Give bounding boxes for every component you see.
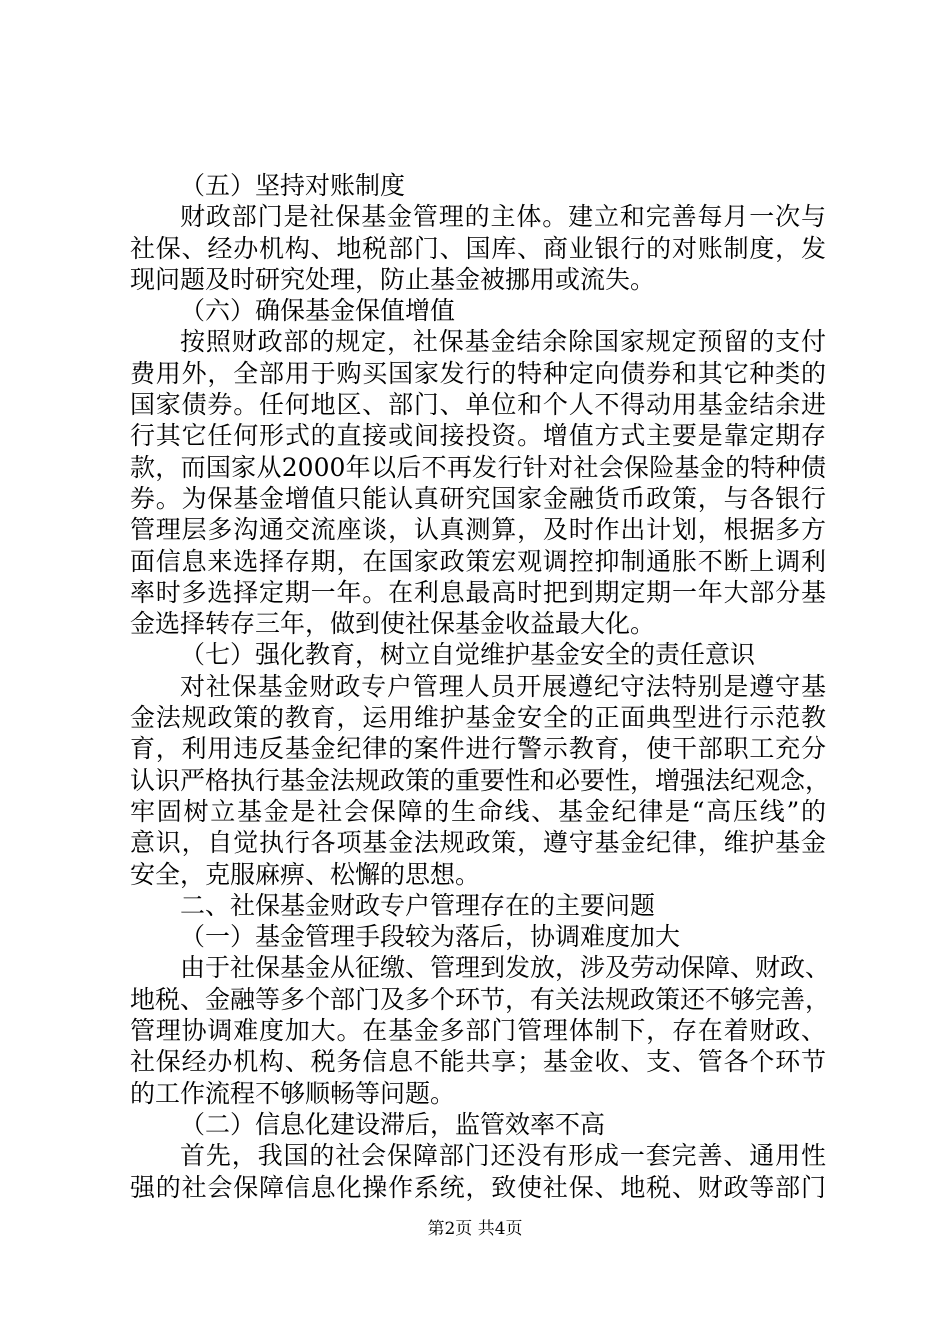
text-line: （一）基金管理手段较为落后，协调难度加大 — [180, 922, 681, 952]
text-line: 社保、经办机构、地税部门、国库、商业银行的对账制度，发 — [130, 233, 826, 263]
text-line: 款，而国家从2000年以后不再发行针对社会保险基金的特种债 — [130, 452, 826, 482]
text-line: 金法规政策的教育，运用维护基金安全的正面典型进行示范教 — [130, 703, 826, 733]
text-line: 地税、金融等多个部门及多个环节，有关法规政策还不够完善， — [130, 984, 831, 1014]
text-line: 由于社保基金从征缴、管理到发放，涉及劳动保障、财政、 — [180, 953, 831, 983]
text-line: 按照财政部的规定，社保基金结余除国家规定预留的支付 — [180, 327, 826, 357]
text-line: （七）强化教育，树立自觉维护基金安全的责任意识 — [180, 640, 756, 670]
text-line: 管理协调难度加大。在基金多部门管理体制下，存在着财政、 — [130, 1016, 826, 1046]
text-line: 认识严格执行基金法规政策的重要性和必要性，增强法纪观念， — [130, 765, 831, 795]
text-line: 券。为保基金增值只能认真研究国家金融货币政策，与各银行 — [130, 483, 826, 513]
text-line: 育，利用违反基金纪律的案件进行警示教育，使干部职工充分 — [130, 734, 826, 764]
text-line: 意识，自觉执行各项基金法规政策，遵守基金纪律，维护基金 — [130, 828, 826, 858]
text-line: 面信息来选择存期，在国家政策宏观调控抑制通胀不断上调利 — [130, 546, 826, 576]
document-body — [130, 170, 831, 1203]
text-line: （五）坚持对账制度 — [180, 171, 406, 200]
text-line: 对社保基金财政专户管理人员开展遵纪守法特别是遵守基 — [180, 671, 826, 701]
text-line: 的工作流程不够顺畅等问题。 — [130, 1078, 456, 1108]
text-line: 安全，克服麻痹、松懈的思想。 — [130, 859, 481, 889]
text-line: 二、社保基金财政专户管理存在的主要问题 — [180, 890, 656, 920]
text-line: 财政部门是社保基金管理的主体。建立和完善每月一次与 — [180, 202, 826, 232]
text-line: 费用外，全部用于购买国家发行的特种定向债券和其它种类的 — [130, 358, 826, 388]
text-line: 强的社会保障信息化操作系统，致使社保、地税、财政等部门 — [130, 1172, 826, 1202]
text-line: 金选择转存三年，做到使社保基金收益最大化。 — [130, 609, 656, 639]
page-footer: 第2页 共4页 — [427, 1219, 523, 1239]
text-line: 管理层多沟通交流座谈，认真测算，及时作出计划，根据多方 — [130, 515, 826, 545]
text-line: （二）信息化建设滞后，监管效率不高 — [180, 1109, 606, 1139]
text-line: 社保经办机构、税务信息不能共享；基金收、支、管各个环节 — [130, 1047, 826, 1077]
text-line: 率时多选择定期一年。在利息最高时把到期定期一年大部分基 — [130, 577, 826, 607]
text-line: 牢固树立基金是社会保障的生命线、基金纪律是“高压线”的 — [130, 796, 826, 826]
text-line: 国家债券。任何地区、部门、单位和个人不得动用基金结余进 — [130, 390, 826, 420]
text-line: （六）确保基金保值增值 — [180, 296, 456, 326]
text-line: 首先，我国的社会保障部门还没有形成一套完善、通用性 — [180, 1141, 826, 1171]
text-line: 行其它任何形式的直接或间接投资。增值方式主要是靠定期存 — [130, 421, 826, 451]
text-line: 现问题及时研究处理，防止基金被挪用或流失。 — [130, 264, 656, 294]
